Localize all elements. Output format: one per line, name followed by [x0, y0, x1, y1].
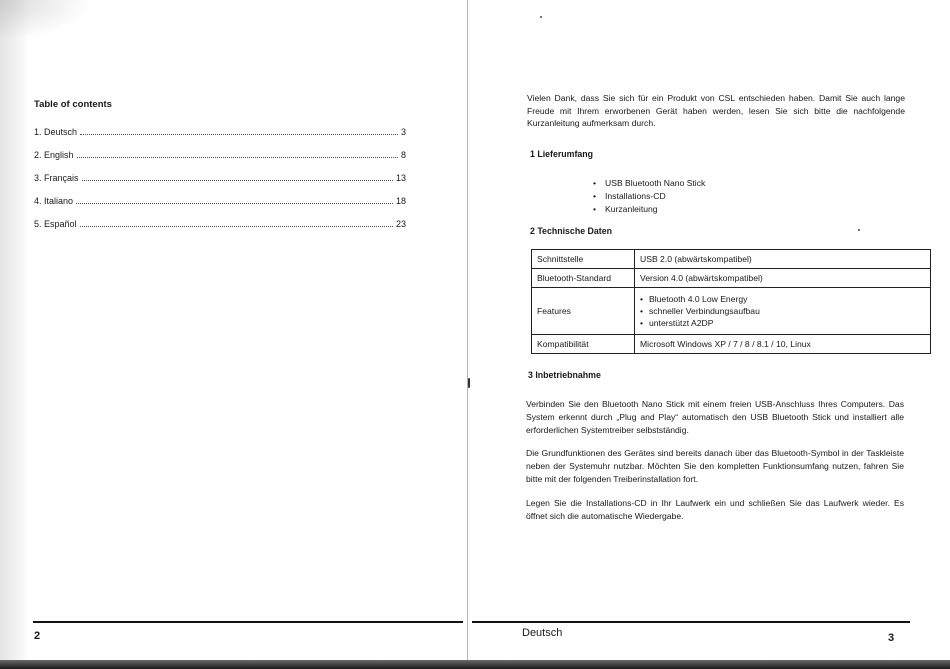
body-paragraph: Die Grundfunktionen des Gerätes sind bereits danach über das Bluetooth-Symbol in der Taskleiste neben der Systemuhr nutzbar. Möchten Sie den kompletten Funktionsumfang nutzen, fahren Sie bitte mit der folgenden Treiberinstallation fort. [526, 448, 904, 484]
spec-key: Bluetooth-Standard [532, 269, 635, 288]
footer-rule [33, 621, 463, 623]
spec-value: USB 2.0 (abwärtskompatibel) [635, 250, 931, 269]
spec-key: Features [532, 288, 635, 335]
section-heading-inbetriebnahme: 3 Inbetriebnahme [528, 370, 601, 380]
scan-bottom-edge [0, 660, 950, 669]
page-number: 2 [34, 630, 41, 642]
toc-list [34, 127, 406, 242]
scan-speck [858, 229, 860, 231]
table-row [532, 250, 931, 269]
table-row [532, 335, 931, 354]
toc-entry-label: 1. Deutsch [34, 127, 78, 137]
spec-key: Schnittstelle [532, 250, 635, 269]
toc-entry-label: 5. Español [34, 219, 77, 229]
list-item: • unterstützt A2DP [640, 317, 925, 329]
list-item: • Installations-CD [593, 190, 705, 203]
toc-leader-dots [80, 127, 398, 135]
toc-entry-label: 4. Italiano [34, 196, 74, 206]
toc-entry-italiano[interactable] [34, 196, 406, 219]
toc-entry-page: 18 [395, 196, 406, 206]
toc-leader-dots [80, 219, 393, 227]
list-item: • USB Bluetooth Nano Stick [593, 177, 705, 190]
spec-key: Kompatibilität [532, 335, 635, 354]
footer-rule [472, 621, 910, 623]
page-number: 3 [888, 632, 895, 644]
toc-entry-page: 8 [400, 150, 406, 160]
table-row [532, 269, 931, 288]
left-page [0, 0, 468, 669]
section-heading-technische-daten: 2 Technische Daten [530, 226, 612, 236]
toc-entry-page: 3 [400, 127, 406, 137]
list-item: • Kurzanleitung [593, 203, 705, 216]
toc-entry-label: 3. Français [34, 173, 79, 183]
body-paragraph: Legen Sie die Installations-CD in Ihr Laufwerk ein und schließen Sie das Laufwerk wieder. Es öffnet sich die automatische Wiedergabe. [526, 498, 904, 521]
toc-entry-label: 2. English [34, 150, 74, 160]
toc-title: Table of contents [34, 99, 112, 110]
spec-value: Microsoft Windows XP / 7 / 8 / 8.1 / 10, Linux [635, 335, 931, 354]
footer-language: Deutsch [522, 627, 563, 639]
table-row [532, 288, 931, 335]
toc-entry-deutsch[interactable] [34, 127, 406, 150]
section-heading-lieferumfang: 1 Lieferumfang [530, 149, 594, 159]
spec-table [531, 249, 931, 354]
body-paragraph: Verbinden Sie den Bluetooth Nano Stick mit einem freien USB-Anschluss Ihres Computers. Das System erkennt durch „Plug and Play“ automatisch den USB Bluetooth Stick und installiert alle erforderlichen Systemtreiber selbstständig. [526, 399, 904, 435]
toc-entry-page: 23 [395, 219, 406, 229]
spec-value: Version 4.0 (abwärtskompatibel) [635, 269, 931, 288]
package-contents-list [593, 177, 705, 216]
toc-entry-page: 13 [395, 173, 406, 183]
scan-shadow [0, 0, 30, 669]
toc-leader-dots [76, 196, 393, 204]
toc-leader-dots [77, 150, 398, 158]
toc-entry-francais[interactable] [34, 173, 406, 196]
scan-speck [540, 16, 542, 18]
toc-leader-dots [82, 173, 393, 181]
list-item: • Bluetooth 4.0 Low Energy [640, 293, 925, 305]
scan-shadow-top [0, 0, 90, 40]
intro-paragraph: Vielen Dank, dass Sie sich für ein Produkt von CSL entschieden haben. Damit Sie auch lange Freude mit Ihrem erworbenen Gerät haben werden, lesen Sie sich bitte die nachfolgende Kurzanleitung aufmerksam durch. [527, 93, 905, 129]
toc-entry-espanol[interactable] [34, 219, 406, 242]
toc-entry-english[interactable] [34, 150, 406, 173]
scan-speck [468, 378, 470, 388]
spec-value-list [635, 288, 931, 335]
list-item: • schneller Verbindungsaufbau [640, 305, 925, 317]
